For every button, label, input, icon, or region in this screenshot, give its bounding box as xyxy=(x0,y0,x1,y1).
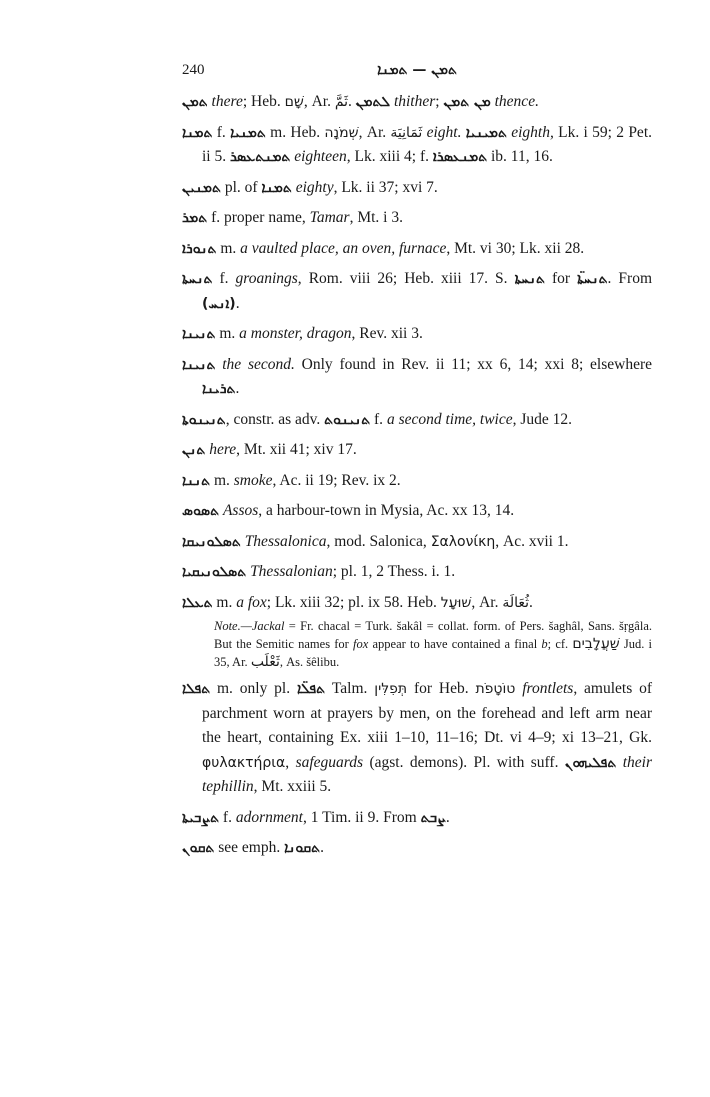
syriac-word: ܬܢܚܬܐ xyxy=(514,271,545,287)
syriac-word: ܨܒܬ xyxy=(420,809,446,826)
entry-text: smoke xyxy=(233,471,273,489)
entry-text: Thessalonica xyxy=(240,532,327,550)
syriac-word: ܬܢܝܢܐ xyxy=(182,326,216,342)
hebrew-word: שַׁעֲלָבִים xyxy=(572,636,620,652)
syriac-word: ܬܢܘܪܐ xyxy=(182,240,217,257)
syriac-word: ܬܢܢ xyxy=(182,442,206,458)
dictionary-entry xyxy=(182,530,652,555)
entry-text: , Lk. xiii 4; f. xyxy=(346,148,433,165)
entry-text: , Mt. xii 41; xiv 17. xyxy=(236,441,357,458)
dictionary-entry xyxy=(182,121,652,170)
dictionary-entry xyxy=(182,90,652,115)
entry-text: = Fr. chacal = Turk. šakâl = collat. form. of Pers. šaghâl, Sans. šṛgâla. But the Semitic names for xyxy=(214,619,652,651)
entry-text: . xyxy=(445,808,450,826)
entry-text: , Mt. vi 30; Lk. xii 28. xyxy=(446,239,585,257)
page-header xyxy=(182,62,652,90)
dictionary-entry xyxy=(182,206,652,231)
syriac-word: ܬܢܚܬܐ xyxy=(182,271,213,287)
entry-text: , a harbour-town in Mysia, Ac. xx 13, 14. xyxy=(258,502,515,519)
entry-text: adornment xyxy=(235,808,303,826)
entry-text: f. proper name, xyxy=(207,209,310,226)
entry-text: a second time, twice xyxy=(386,410,513,428)
entry-text: m. Heb. xyxy=(265,123,325,141)
entry-text: Note.—Jackal xyxy=(214,619,285,633)
entry-text: ; xyxy=(435,93,444,110)
syriac-word: ܬܢܝܢܘܬܐ xyxy=(182,411,226,428)
syriac-word: ܬܡܢܥܣܪܐ xyxy=(432,149,488,165)
syriac-word: ܬܡܪ xyxy=(182,210,208,226)
dictionary-entry xyxy=(182,408,652,433)
entry-text: , 1 Tim. ii 9. From xyxy=(303,808,421,826)
entry-text: eighth, xyxy=(506,123,554,141)
arabic-word: ثَمَانِيَة xyxy=(390,124,423,141)
dictionary-entry xyxy=(182,499,652,524)
entry-text: , Jude 12. xyxy=(512,410,573,428)
entry-text: a monster, dragon xyxy=(239,325,352,342)
syriac-word: ܬܩܘܢܐ xyxy=(284,840,321,856)
entry-text: eight. xyxy=(422,123,466,141)
entry-text: eighteen xyxy=(290,148,347,165)
entry-text: safeguards xyxy=(295,753,364,771)
syriac-word: ܬܡܢܐ xyxy=(182,124,213,141)
entry-text: a vaulted place, an oven, furnace xyxy=(240,239,447,257)
entry-text: . xyxy=(235,380,240,397)
entry-text: (agst. demons). Pl. with suff. xyxy=(363,753,565,771)
syriac-word: ܬܩܘܢ xyxy=(182,840,215,856)
entry-text: ; cf. xyxy=(547,637,573,651)
entry-text: b xyxy=(541,637,548,651)
page-number: 240 xyxy=(182,62,205,78)
entry-text: , xyxy=(285,753,296,771)
entry-text: , Lk. ii 37; xvi 7. xyxy=(333,178,438,196)
entry-text: ; Lk. xiii 32; pl. ix 58. Heb. xyxy=(266,593,441,611)
entry-text: fox xyxy=(353,637,369,651)
hebrew-word: שָׁם xyxy=(284,94,304,110)
entry-text: Only found in Rev. ii 11; xx 6, 14; xxi 8; elsewhere xyxy=(294,355,652,373)
syriac-word: ܬܦܠܝܗܘܢ xyxy=(564,754,617,771)
hebrew-word: תְּפִלִּין xyxy=(374,681,408,697)
entry-text: here xyxy=(205,441,237,458)
arabic-word: ثُعَالَة xyxy=(502,594,529,611)
entry-text: . From xyxy=(607,270,652,287)
entry-text: m. only pl. xyxy=(210,680,297,697)
entry-text: . xyxy=(235,294,240,312)
entry-text: Jud. i 35, Ar. xyxy=(214,637,653,669)
syriac-word: ܬܢܚܬ̈ܐ xyxy=(577,271,608,287)
dictionary-entry xyxy=(182,806,652,831)
entry-text: . xyxy=(320,839,324,856)
syriac-word: ܬܡܢܐ xyxy=(261,179,292,196)
entry-text: m. xyxy=(216,239,241,257)
syriac-word: ܬܡܢܬܥܣܪ xyxy=(230,149,291,165)
syriac-word: ܬܣܠܘܢܝܩܐ xyxy=(182,533,241,550)
entry-text: m. xyxy=(215,325,240,342)
syriac-word: ܬܢܢܐ xyxy=(182,472,211,489)
entry-text: see emph. xyxy=(214,839,285,856)
entry-text: , Ar. xyxy=(358,123,391,141)
syriac-word: ܬܢܝܢܐ xyxy=(182,356,216,373)
dictionary-entry xyxy=(182,469,652,494)
entry-note xyxy=(194,617,652,671)
entry-text: for xyxy=(544,270,578,287)
entry-text: Lk. i 59; 2 Pet. ii 5. xyxy=(202,123,652,165)
hebrew-word: שְׁמֹנָה xyxy=(324,124,359,141)
syriac-word: ܬܣܠܘܢܝܩܝܐ xyxy=(182,564,247,580)
entry-text: , As. šêlibu. xyxy=(279,655,340,669)
syriac-word: ܬܦܠ̈ܐ xyxy=(296,681,326,697)
syriac-word: ܡܢ ܬܡܢ xyxy=(443,94,491,110)
syriac-word: ܬܡܢܝܐ xyxy=(230,124,266,141)
syriac-word: ܬܡܢܝܢ xyxy=(182,179,221,196)
dictionary-entry xyxy=(182,438,652,463)
syriac-word: (ܐܢܚ) xyxy=(202,295,236,312)
syriac-word: ܬܥܠܐ xyxy=(182,594,213,611)
dictionary-entry xyxy=(182,176,652,201)
dictionary-entry xyxy=(182,836,652,861)
entry-text: there xyxy=(207,93,243,110)
entry-text: , mod. Salonica, xyxy=(326,532,431,550)
dictionary-entry xyxy=(182,560,652,585)
entry-text: , Mt. i 3. xyxy=(349,209,403,226)
entry-text: f. xyxy=(212,270,236,287)
syriac-word: ܬܦܠܐ xyxy=(182,681,211,697)
greek-word: φυλακτήρια xyxy=(202,754,286,771)
entry-text: , Mt. xxiii 5. xyxy=(253,778,332,795)
syriac-word: ܬܡܝܢܝܐ xyxy=(465,124,507,141)
dictionary-entry xyxy=(182,322,652,347)
syriac-word: ܬܣܘܣ xyxy=(182,503,220,519)
entry-text: for Heb. xyxy=(407,680,476,697)
syriac-word: ܬܪܝܢܐ xyxy=(202,381,236,397)
entry-text: , amulets of parchment worn at prayers by men, on the forehead and left arm near the heart, containing Ex. xiii 1–10, 11–16; Dt. vi 4–9; xi 13–21, Gk. xyxy=(202,680,652,746)
syriac-word: ܬܢܝܢܘܬ xyxy=(324,411,371,428)
dictionary-page xyxy=(182,62,652,867)
entry-text: , Ar. xyxy=(303,93,335,110)
entry-text: thence. xyxy=(490,93,539,110)
entry-text: , Ac. ii 19; Rev. ix 2. xyxy=(272,471,401,489)
dictionary-entry xyxy=(182,591,652,616)
entry-text: eighty xyxy=(291,178,334,196)
entry-text: Tamar xyxy=(309,209,350,226)
entry-text: pl. of xyxy=(220,178,262,196)
entry-text: ; pl. 1, 2 Thess. i. 1. xyxy=(332,563,456,580)
entry-text: m. xyxy=(210,471,234,489)
dictionary-entry xyxy=(182,267,652,316)
entry-text: Talm. xyxy=(325,680,375,697)
entry-text: , Ac. xvii 1. xyxy=(495,532,569,550)
arabic-word: ثَعْلَب xyxy=(250,654,280,670)
entry-text: a fox xyxy=(236,593,267,611)
entry-text: their tephillin xyxy=(202,753,652,795)
entry-text: m. xyxy=(212,593,237,611)
greek-word: Σαλονίκη xyxy=(430,533,496,550)
entry-text: , Rom. viii 26; Heb. xiii 17. S. xyxy=(297,270,515,287)
entry-text: . xyxy=(348,93,356,110)
entry-text: f. xyxy=(219,808,236,826)
entry-text: . xyxy=(529,593,533,611)
dictionary-entry xyxy=(182,237,652,262)
arabic-word: ثَمَّ xyxy=(334,94,349,110)
entry-text: Thessalonian xyxy=(246,563,333,580)
entry-text: , constr. as adv. xyxy=(225,410,325,428)
dictionary-entry xyxy=(182,677,652,800)
entry-text: appear to have contained a final xyxy=(368,637,542,651)
running-head: ܬܡܢ — ܬܡܢܐ xyxy=(377,62,457,78)
entry-text: f. xyxy=(212,123,231,141)
entry-text: the second. xyxy=(215,355,295,373)
entry-text: Assos xyxy=(219,502,259,519)
entry-text: thither xyxy=(390,93,436,110)
entry-text: ib. 11, 16. xyxy=(487,148,553,165)
entry-text: groanings xyxy=(235,270,298,287)
entry-text: , Ar. xyxy=(471,593,503,611)
hebrew-word: שׁוּעָל xyxy=(440,594,472,611)
syriac-word: ܬܨܒܝܬܐ xyxy=(182,809,220,826)
syriac-word: ܠܬܡܢ xyxy=(355,94,391,110)
hebrew-word: טוֹטָפֹת xyxy=(475,681,516,697)
entry-list xyxy=(182,90,652,861)
dictionary-entry xyxy=(182,353,652,402)
syriac-word: ܬܡܢ xyxy=(182,94,208,110)
entry-text: ; Heb. xyxy=(242,93,285,110)
entry-text: f. xyxy=(370,410,387,428)
entry-text: , Rev. xii 3. xyxy=(351,325,423,342)
entry-text: frontlets xyxy=(515,680,574,697)
